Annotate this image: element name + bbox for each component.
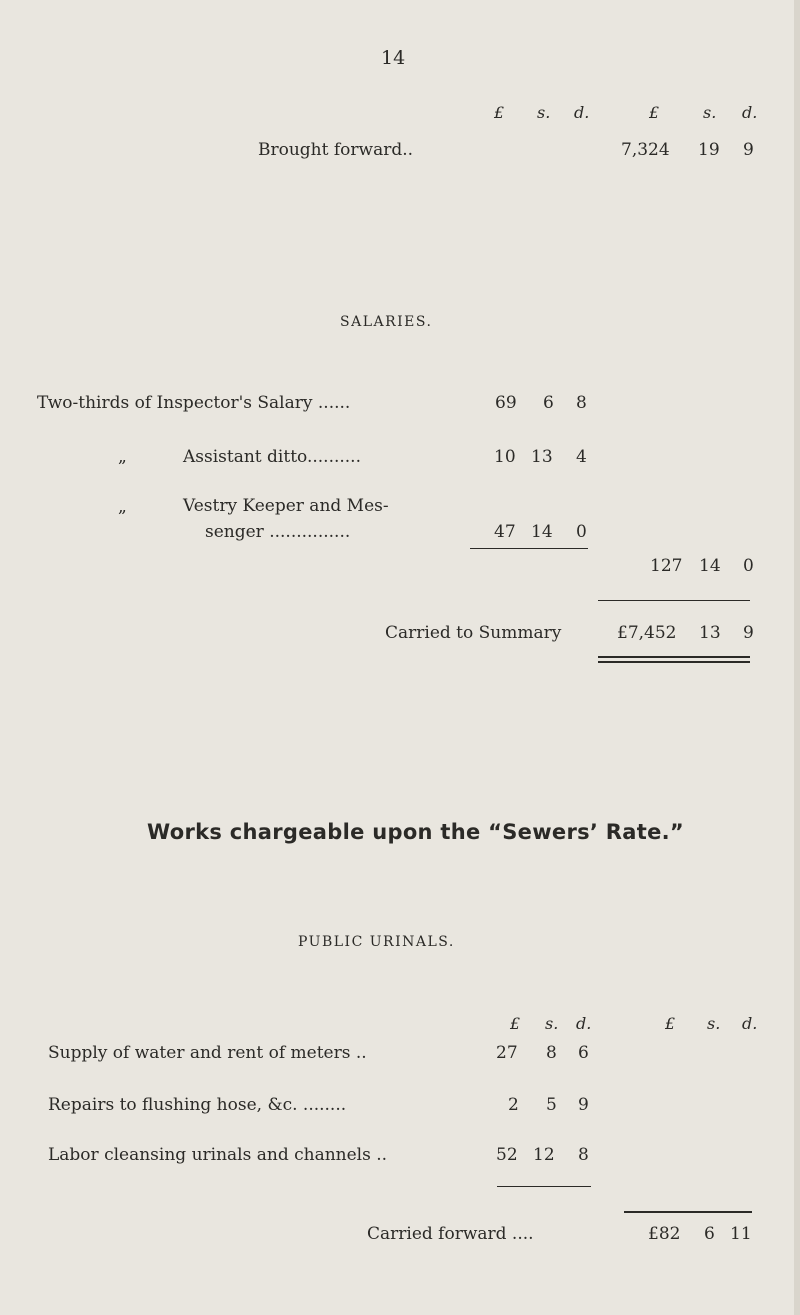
urinal-item-shillings: 8 [546,1043,557,1063]
urinal-item-pence: 6 [578,1043,589,1063]
salary-item-pence: 0 [576,522,587,542]
col-header-pence-4: d. [742,1014,758,1033]
salary-item-shillings: 14 [531,522,553,542]
salary-item-pence: 4 [576,447,587,467]
col-header-pounds-1: £ [494,103,505,122]
urinal-item-label: Labor cleansing urinals and channels .. [48,1145,388,1165]
brought-forward-label: Brought forward.. [258,140,414,160]
col-header-pence-2: d. [742,103,758,122]
salaries-title: SALARIES. [340,314,433,330]
salary-item-pounds: 10 [494,447,516,467]
urinal-item-shillings: 5 [546,1095,557,1115]
subtotal-rule [470,548,588,549]
urinal-item-pounds: 2 [508,1095,519,1115]
carried-forward-pence: 11 [730,1224,752,1244]
page-edge-shadow [794,0,800,1315]
urinal-item-pounds: 52 [496,1145,518,1165]
works-heading: Works chargeable upon the “Sewers’ Rate.” [147,820,685,844]
col-header-shillings-3: s. [545,1014,559,1033]
carried-to-summary-pence: 9 [743,623,754,643]
urinal-item-pence: 9 [578,1095,589,1115]
col-header-pence-3: d. [576,1014,592,1033]
col-header-shillings-4: s. [707,1014,721,1033]
urinal-item-label: Supply of water and rent of meters .. [48,1043,367,1063]
col-header-pounds-2: £ [649,103,660,122]
ditto-mark: „ [118,447,127,467]
ditto-mark: „ [118,497,127,517]
salaries-subtotal-shillings: 14 [699,556,721,576]
double-rule-top [598,656,750,658]
salaries-subtotal-pounds: 127 [650,556,683,576]
carried-to-summary-label: Carried to Summary [385,623,562,643]
brought-forward-pounds: 7,324 [621,140,670,160]
salary-item-shillings: 6 [543,393,554,413]
total-rule [598,600,750,601]
urinals-subtotal-rule [497,1186,591,1187]
brought-forward-shillings: 19 [698,140,720,160]
col-header-shillings-1: s. [537,103,551,122]
carried-forward-pounds: £82 [648,1224,681,1244]
brought-forward-pence: 9 [743,140,754,160]
carried-forward-rule [624,1211,752,1213]
double-rule-bottom [598,661,750,663]
urinal-item-shillings: 12 [533,1145,555,1165]
salaries-subtotal-pence: 0 [743,556,754,576]
salary-item-label: Assistant ditto.......... [183,447,361,467]
col-header-pounds-3: £ [510,1014,521,1033]
salary-item-pence: 8 [576,393,587,413]
col-header-pence-1: d. [574,103,590,122]
urinal-item-label: Repairs to flushing hose, &c. ........ [48,1095,347,1115]
urinal-item-pounds: 27 [496,1043,518,1063]
salary-item-label-line2: senger ............... [205,522,351,542]
carried-to-summary-pounds: £7,452 [617,623,677,643]
urinal-item-pence: 8 [578,1145,589,1165]
salary-item-pounds: 69 [495,393,517,413]
page-number: 14 [381,47,406,69]
salary-item-pounds: 47 [494,522,516,542]
carried-forward-shillings: 6 [704,1224,715,1244]
col-header-pounds-4: £ [665,1014,676,1033]
carried-forward-label: Carried forward .... [367,1224,534,1244]
col-header-shillings-2: s. [703,103,717,122]
salary-item-label-line1: Vestry Keeper and Mes- [183,496,389,516]
salary-item-shillings: 13 [531,447,553,467]
carried-to-summary-shillings: 13 [699,623,721,643]
salary-item-label: Two-thirds of Inspector's Salary ...... [37,393,351,413]
urinals-title: PUBLIC URINALS. [298,934,455,950]
